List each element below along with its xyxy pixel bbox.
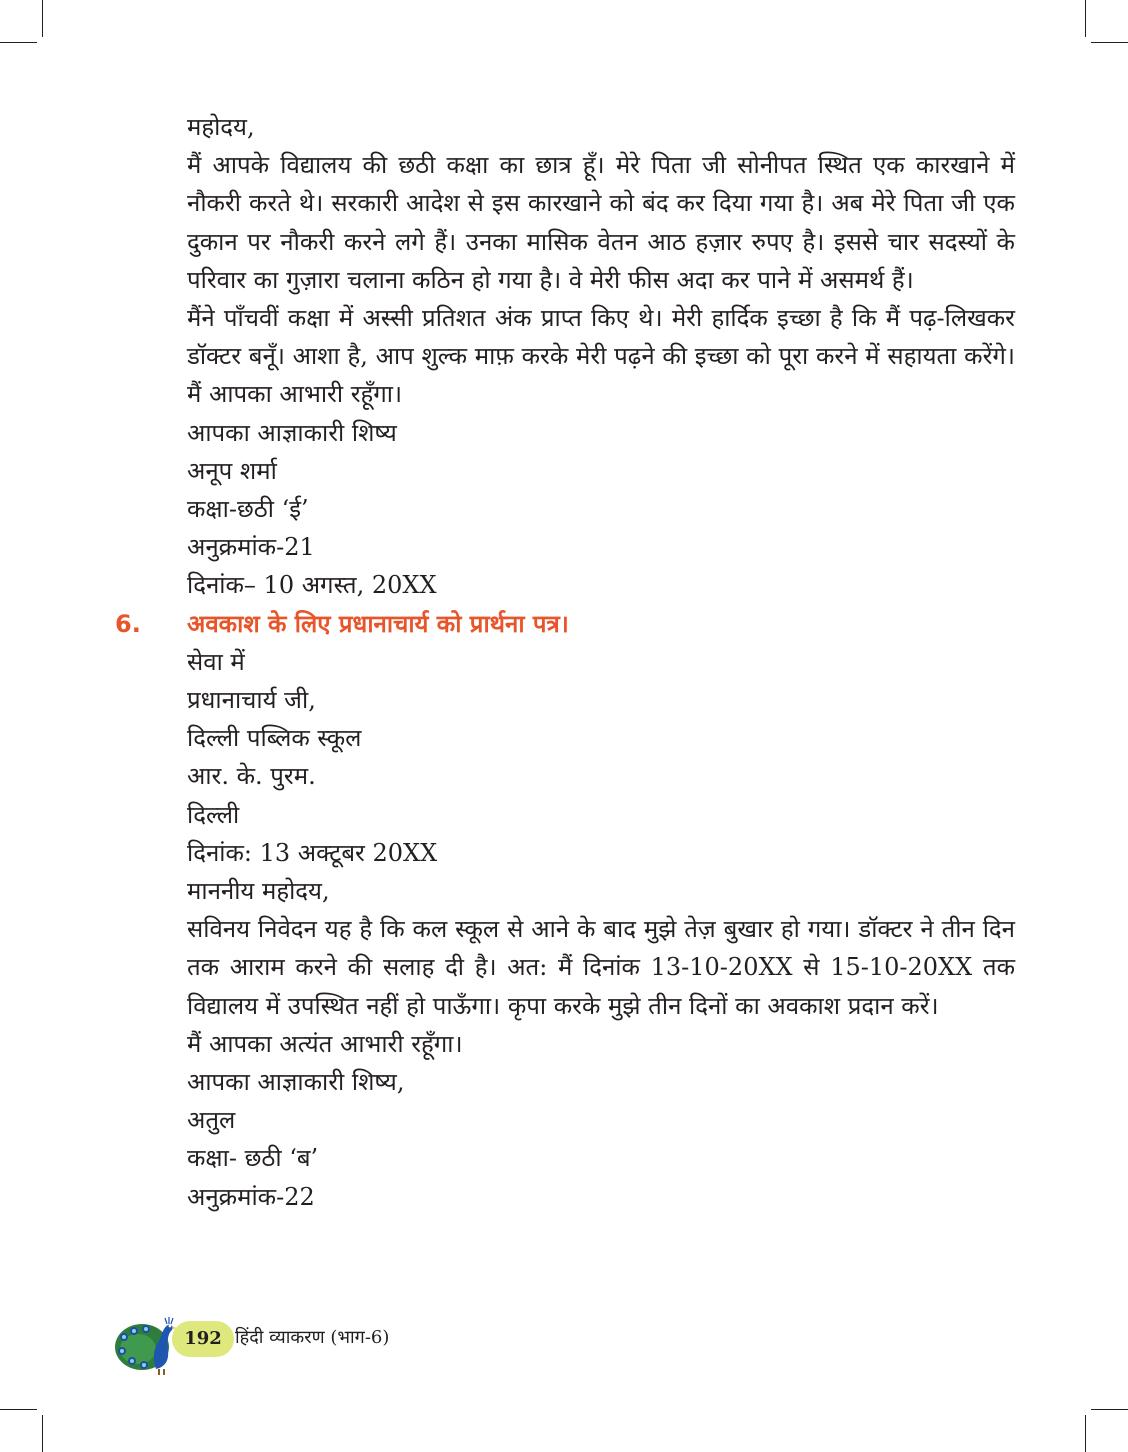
- letter2-addressee: प्रधानाचार्य जी,: [187, 686, 316, 715]
- letter2-thanks: मैं आपका अत्यंत आभारी रहूँगा।: [187, 1029, 463, 1058]
- letter2-name: अतुल: [187, 1106, 236, 1135]
- letter1-paragraph-2: मैंने पाँचवीं कक्षा में अस्सी प्रतिशत अंक प्राप्त किए थे। मेरी हार्दिक इच्छा है कि मैं पढ़-लिखकर डॉक्टर बनूँ। आशा है, आप शुल्क माफ़ करके मेरी पढ़ने की इच्छा को पूरा करने में सहायता करेंगे। मैं आपका आभारी रहूँगा।: [187, 304, 1015, 409]
- crop-mark: [42, 1415, 43, 1452]
- letter1-roll: अनुक्रमांक-21: [187, 533, 315, 562]
- letter1-class: कक्षा-छठी ‘ई’: [187, 495, 309, 524]
- crop-mark: [1091, 42, 1128, 43]
- letter1-name: अनूप शर्मा: [187, 456, 277, 485]
- letter2-area: आर. के. पुरम.: [187, 762, 316, 791]
- page-number: 192: [172, 1321, 234, 1357]
- page-footer: [112, 1307, 532, 1387]
- letter2-paragraph-1: सविनय निवेदन यह है कि कल स्कूल से आने के बाद मुझे तेज़ बुखार हो गया। डॉक्टर ने तीन दिन तक आराम करने की सलाह दी है। अत: मैं दिनांक 13-10-20XX से 15-10-20XX तक विद्यालय में उपस्थित नहीं हो पाऊँगा। कृपा करके मुझे तीन दिनों का अवकाश प्रदान करें।: [187, 915, 1015, 1020]
- crop-mark: [1091, 1409, 1128, 1410]
- letter2-closing: आपका आज्ञाकारी शिष्य,: [187, 1068, 405, 1097]
- section-number: 6.: [115, 609, 141, 638]
- letter1-paragraph-1: मैं आपके विद्यालय की छठी कक्षा का छात्र हूँ। मेरे पिता जी सोनीपत स्थित एक कारखाने में नौकरी करते थे। सरकारी आदेश से इस कारखाने को बंद कर दिया गया है। अब मेरे पिता जी एक दुकान पर नौकरी करने लगे हैं। उनका मासिक वेतन आठ हज़ार रुपए है। इससे चार सदस्यों के परिवार का गुज़ारा चलाना कठिन हो गया है। वे मेरी फीस अदा कर पाने में असमर्थ हैं।: [187, 151, 1015, 294]
- crop-mark: [1085, 1415, 1086, 1452]
- letter1-salutation: महोदय,: [187, 113, 255, 141]
- crop-mark: [0, 42, 37, 43]
- book-title: हिंदी व्याकरण (भाग-6): [235, 1327, 390, 1348]
- letter2-salutation: माननीय महोदय,: [187, 877, 330, 906]
- letter2-to: सेवा में: [187, 647, 245, 676]
- letter1-date: दिनांक– 10 अगस्त, 20XX: [187, 571, 437, 600]
- letter1-closing: आपका आज्ञाकारी शिष्य: [187, 418, 397, 447]
- crop-mark: [0, 1409, 37, 1410]
- section-heading: [115, 605, 1015, 643]
- letter2-city: दिल्ली: [187, 800, 240, 829]
- letter2-class: कक्षा- छठी ‘ब’: [187, 1144, 319, 1173]
- letter2-date: दिनांक: 13 अक्टूबर 20XX: [187, 838, 438, 867]
- page-content: [115, 108, 1015, 1216]
- letter2-roll: अनुक्रमांक-22: [187, 1182, 315, 1211]
- section-title: अवकाश के लिए प्रधानाचार्य को प्रार्थना पत्र।: [187, 609, 569, 638]
- crop-mark: [42, 0, 43, 37]
- crop-mark: [1085, 0, 1086, 37]
- letter2-school: दिल्ली पब्लिक स्कूल: [187, 724, 362, 753]
